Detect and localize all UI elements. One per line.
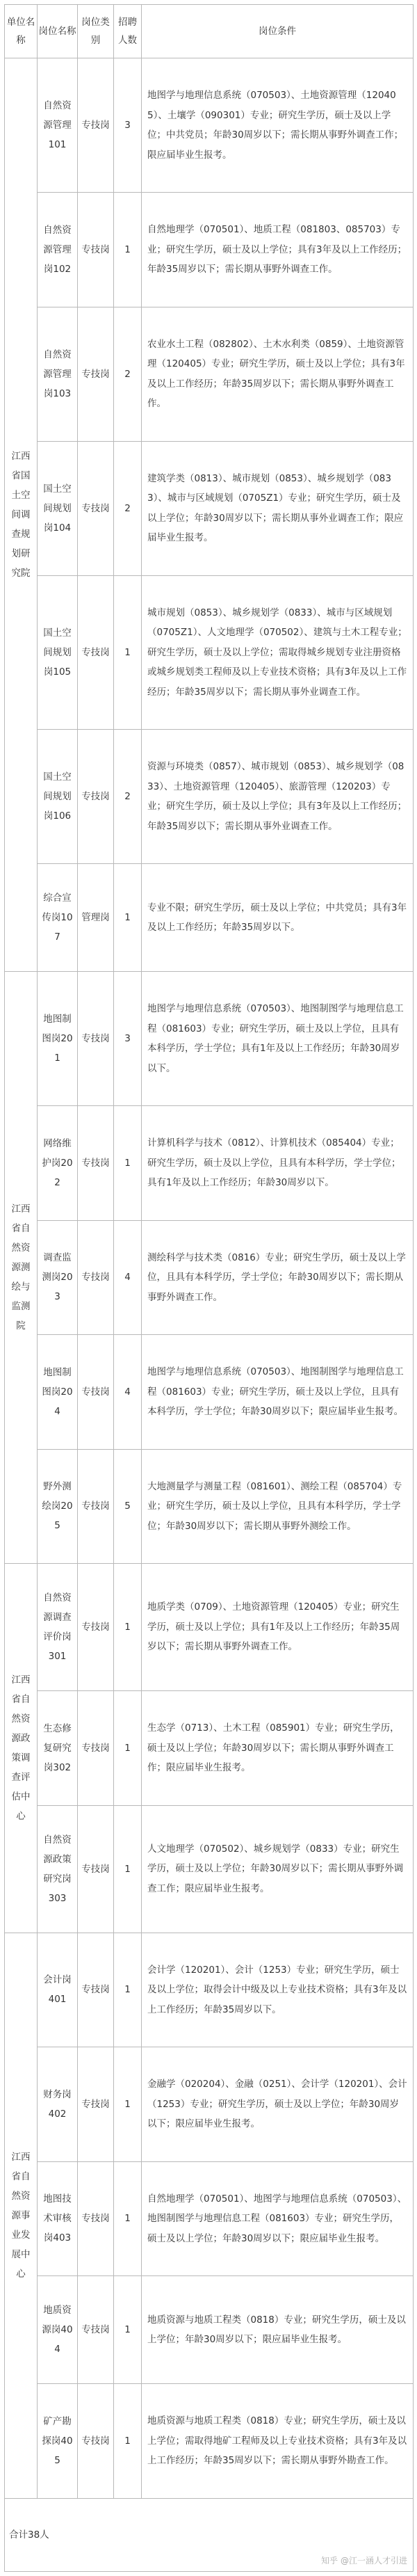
conditions-cell: 城市规划（0853）、城乡规划学（0833）、城市与区域规划（0705Z1）、人文地理学（070502）、建筑与土木工程专业；研究生学历，硕士及以上学位；需取得城乡规划专业注册资格或城乡规划类工程师及以上专业技术资格；具有3年及以上工作经历；年龄35周岁以下；需长期从事外业调查工作。 bbox=[142, 575, 414, 730]
unit-name-cell: 江西省自然资源测绘与监测院 bbox=[5, 972, 38, 1564]
conditions-cell: 会计学（120201）、会计（1253）专业；研究生学历，硕士及以上学位；取得会计中级及以上专业技术资格；具有3年及以上工作经历；年龄35周岁以下。 bbox=[142, 1933, 414, 2047]
position-type-cell: 专技岗 bbox=[78, 193, 114, 307]
table-row bbox=[5, 1564, 414, 1691]
position-type-cell: 专技岗 bbox=[78, 58, 114, 193]
conditions-cell: 自然地理学（070501）、地质工程（081803、085703）专业；研究生学历，硕士及以上学位；具有3年及以上工作经历；年龄35周岁以下；需长期从事野外调查工作。 bbox=[142, 193, 414, 307]
headcount-cell: 5 bbox=[114, 1449, 142, 1564]
table-header-row bbox=[5, 5, 414, 58]
header-conditions: 岗位条件 bbox=[142, 5, 414, 58]
position-type-cell: 专技岗 bbox=[78, 1805, 114, 1933]
headcount-cell: 2 bbox=[114, 730, 142, 864]
unit-name-cell: 江西省自然资源政策调查评估中心 bbox=[5, 1564, 38, 1933]
headcount-cell: 1 bbox=[114, 575, 142, 730]
table-body bbox=[5, 58, 414, 2572]
headcount-cell: 1 bbox=[114, 1106, 142, 1221]
conditions-cell: 大地测量学与测量工程（081601）、测绘工程（085704）专业；研究生学历，硕士及以上学位，且具有本科学历，学士学位；年龄30周岁以下；需长期从事野外测绘工作。 bbox=[142, 1449, 414, 1564]
headcount-cell: 1 bbox=[114, 2384, 142, 2499]
table-row bbox=[5, 1805, 414, 1933]
headcount-cell: 1 bbox=[114, 193, 142, 307]
conditions-cell: 金融学（020204）、金融（0251）、会计学（120201）、会计（1253）专业；研究生学历，硕士及以上学位；年龄30周岁以下；限应届毕业生报考。 bbox=[142, 2047, 414, 2162]
position-name-cell: 自然资源管理岗102 bbox=[38, 193, 78, 307]
conditions-cell: 地质资源与地质工程类（0818）专业；研究生学历，硕士及以上学位；需取得地矿工程师及以上专业技术资格；具有3年及以上工作经历；年龄35周岁以下；需长期从事野外勘查工作。 bbox=[142, 2384, 414, 2499]
headcount-cell: 4 bbox=[114, 1335, 142, 1450]
conditions-cell: 测绘科学与技术类（0816）专业；研究生学历，硕士及以上学位，且具有本科学历，学士学位；年龄30周岁以下；需长期从事野外调查工作。 bbox=[142, 1220, 414, 1335]
position-name-cell: 自然资源调查评价岗301 bbox=[38, 1564, 78, 1691]
conditions-cell: 地图学与地理信息系统（070503）、地图制图学与地理信息工程（081603）专业；研究生学历，硕士及以上学位，且具有本科学历，学士学位；年龄30周岁以下；限应届毕业生报考。 bbox=[142, 1335, 414, 1450]
position-type-cell: 专技岗 bbox=[78, 1564, 114, 1691]
table-row bbox=[5, 575, 414, 730]
position-type-cell: 专技岗 bbox=[78, 730, 114, 864]
position-type-cell: 专技岗 bbox=[78, 2161, 114, 2276]
position-name-cell: 地质资源岗404 bbox=[38, 2276, 78, 2384]
position-name-cell: 地图制图岗204 bbox=[38, 1335, 78, 1450]
watermark: 知乎 @江一涵人才引进 bbox=[321, 2556, 407, 2566]
position-name-cell: 自然资源政策研究岗303 bbox=[38, 1805, 78, 1933]
unit-name-cell: 江西省国土空间调查规划研究院 bbox=[5, 58, 38, 972]
conditions-cell: 地质学类（0709）、土地资源管理（120405）专业；研究生学历，硕士及以上学位；具有1年及以上工作经历；年龄35周岁以下；需长期从事野外调查工作。 bbox=[142, 1564, 414, 1691]
table-row bbox=[5, 1335, 414, 1450]
position-type-cell: 专技岗 bbox=[78, 1335, 114, 1450]
conditions-cell: 人文地理学（070502）、城乡规划学（0833）专业；研究生学历，硕士及以上学位；年龄30周岁以下；需长期从事野外调查工作；限应届毕业生报考。 bbox=[142, 1805, 414, 1933]
position-type-cell: 专技岗 bbox=[78, 1449, 114, 1564]
position-type-cell: 专技岗 bbox=[78, 972, 114, 1106]
position-type-cell: 专技岗 bbox=[78, 1220, 114, 1335]
position-name-cell: 自然资源管理101 bbox=[38, 58, 78, 193]
position-name-cell: 会计岗401 bbox=[38, 1933, 78, 2047]
table-row bbox=[5, 2161, 414, 2276]
conditions-cell: 资源与环境类（0857）、城市规划（0853）、城乡规划学（0833）、土地资源管理（120405）、旅游管理（120203）专业；研究生学历，硕士及以上学位；具有3年及以上工作经历；年龄35周岁以下；需长期从事外业调查工作。 bbox=[142, 730, 414, 864]
conditions-cell: 计算机科学与技术（0812）、计算机技术（085404）专业；研究生学历，硕士及以上学位，且具有本科学历，学士学位；具有1年及以上工作经历；年龄30周岁以下。 bbox=[142, 1106, 414, 1221]
headcount-cell: 1 bbox=[114, 2047, 142, 2162]
position-name-cell: 生态修复研究岗302 bbox=[38, 1691, 78, 1806]
position-name-cell: 国土空间规划岗106 bbox=[38, 730, 78, 864]
table-row bbox=[5, 730, 414, 864]
table-row bbox=[5, 864, 414, 972]
position-type-cell: 专技岗 bbox=[78, 2047, 114, 2162]
table-row bbox=[5, 2384, 414, 2499]
headcount-cell: 1 bbox=[114, 1933, 142, 2047]
conditions-cell: 农业水土工程（082802）、土木水利类（0859）、土地资源管理（120405）专业；研究生学历，硕士及以上学位；具有3年及以上工作经历；年龄35周岁以下；需长期从事野外调查工作。 bbox=[142, 307, 414, 441]
table-row bbox=[5, 441, 414, 575]
conditions-cell: 地图学与地理信息系统（070503）、土地资源管理（120405）、土壤学（090301）专业；研究生学历，硕士及以上学位；中共党员；年龄30周岁以下；需长期从事野外调查工作；限应届毕业生报考。 bbox=[142, 58, 414, 193]
table-row bbox=[5, 307, 414, 441]
headcount-cell: 3 bbox=[114, 58, 142, 193]
position-name-cell: 财务岗402 bbox=[38, 2047, 78, 2162]
unit-name-cell: 江西省自然资源事业发展中心 bbox=[5, 1933, 38, 2498]
headcount-cell: 1 bbox=[114, 864, 142, 972]
table-row bbox=[5, 1220, 414, 1335]
position-name-cell: 矿产勘探岗405 bbox=[38, 2384, 78, 2499]
table-row bbox=[5, 58, 414, 193]
conditions-cell: 地图学与地理信息系统（070503）、地图制图学与地理信息工程（081603）专业；研究生学历，硕士及以上学位，且具有本科学历，学士学位；具有1年及以上工作经历；年龄30周岁以下。 bbox=[142, 972, 414, 1106]
header-unit: 单位名称 bbox=[5, 5, 38, 58]
position-name-cell: 野外测绘岗205 bbox=[38, 1449, 78, 1564]
headcount-cell: 1 bbox=[114, 1564, 142, 1691]
position-name-cell: 网络维护岗202 bbox=[38, 1106, 78, 1221]
position-type-cell: 专技岗 bbox=[78, 1933, 114, 2047]
table-row bbox=[5, 1691, 414, 1806]
header-position-type: 岗位类别 bbox=[78, 5, 114, 58]
position-type-cell: 专技岗 bbox=[78, 307, 114, 441]
table-row bbox=[5, 193, 414, 307]
header-headcount: 招聘人数 bbox=[114, 5, 142, 58]
table-row bbox=[5, 2276, 414, 2384]
conditions-cell: 专业不限；研究生学历，硕士及以上学位；中共党员；具有3年及以上工作经历；年龄35周岁以下。 bbox=[142, 864, 414, 972]
conditions-cell: 建筑学类（0813）、城市规划（0853）、城乡规划学（0833）、城市与区域规划（0705Z1）专业；研究生学历，硕士及以上学位；年龄30周岁以下；需长期从事外业调查工作；限应届毕业生报考。 bbox=[142, 441, 414, 575]
position-type-cell: 管理岗 bbox=[78, 864, 114, 972]
headcount-cell: 1 bbox=[114, 2276, 142, 2384]
table-row bbox=[5, 1106, 414, 1221]
table-row bbox=[5, 1449, 414, 1564]
headcount-cell: 2 bbox=[114, 441, 142, 575]
headcount-cell: 2 bbox=[114, 307, 142, 441]
total-cell: 合计38人 bbox=[5, 2498, 414, 2571]
conditions-cell: 地质资源与地质工程类（0818）专业；研究生学历，硕士及以上学位；年龄30周岁以下；限应届毕业生报考。 bbox=[142, 2276, 414, 2384]
position-type-cell: 专技岗 bbox=[78, 575, 114, 730]
position-name-cell: 调查监测岗203 bbox=[38, 1220, 78, 1335]
table-row bbox=[5, 972, 414, 1106]
table-row bbox=[5, 2047, 414, 2162]
table-row bbox=[5, 1933, 414, 2047]
header-position-name: 岗位名称 bbox=[38, 5, 78, 58]
position-type-cell: 专技岗 bbox=[78, 441, 114, 575]
headcount-cell: 4 bbox=[114, 1220, 142, 1335]
position-name-cell: 国土空间规划岗105 bbox=[38, 575, 78, 730]
position-type-cell: 专技岗 bbox=[78, 2384, 114, 2499]
position-type-cell: 专技岗 bbox=[78, 2276, 114, 2384]
position-name-cell: 地图制图岗201 bbox=[38, 972, 78, 1106]
position-name-cell: 综合宣传岗107 bbox=[38, 864, 78, 972]
conditions-cell: 自然地理学（070501）、地图学与地理信息系统（070503）、地图制图学与地理信息工程（081603）专业；研究生学历，硕士及以上学位；年龄30周岁以下；限应届毕业生报考。 bbox=[142, 2161, 414, 2276]
position-type-cell: 专技岗 bbox=[78, 1691, 114, 1806]
recruitment-table bbox=[4, 4, 414, 2572]
position-name-cell: 地图技术审核岗403 bbox=[38, 2161, 78, 2276]
conditions-cell: 生态学（0713）、土木工程（085901）专业；研究生学历，硕士及以上学位；年龄30周岁以下；需长期从事野外调查工作；限应届毕业生报考。 bbox=[142, 1691, 414, 1806]
headcount-cell: 3 bbox=[114, 972, 142, 1106]
position-type-cell: 专技岗 bbox=[78, 1106, 114, 1221]
headcount-cell: 1 bbox=[114, 2161, 142, 2276]
headcount-cell: 1 bbox=[114, 1691, 142, 1806]
headcount-cell: 1 bbox=[114, 1805, 142, 1933]
position-name-cell: 国土空间规划岗104 bbox=[38, 441, 78, 575]
position-name-cell: 自然资源管理岗103 bbox=[38, 307, 78, 441]
